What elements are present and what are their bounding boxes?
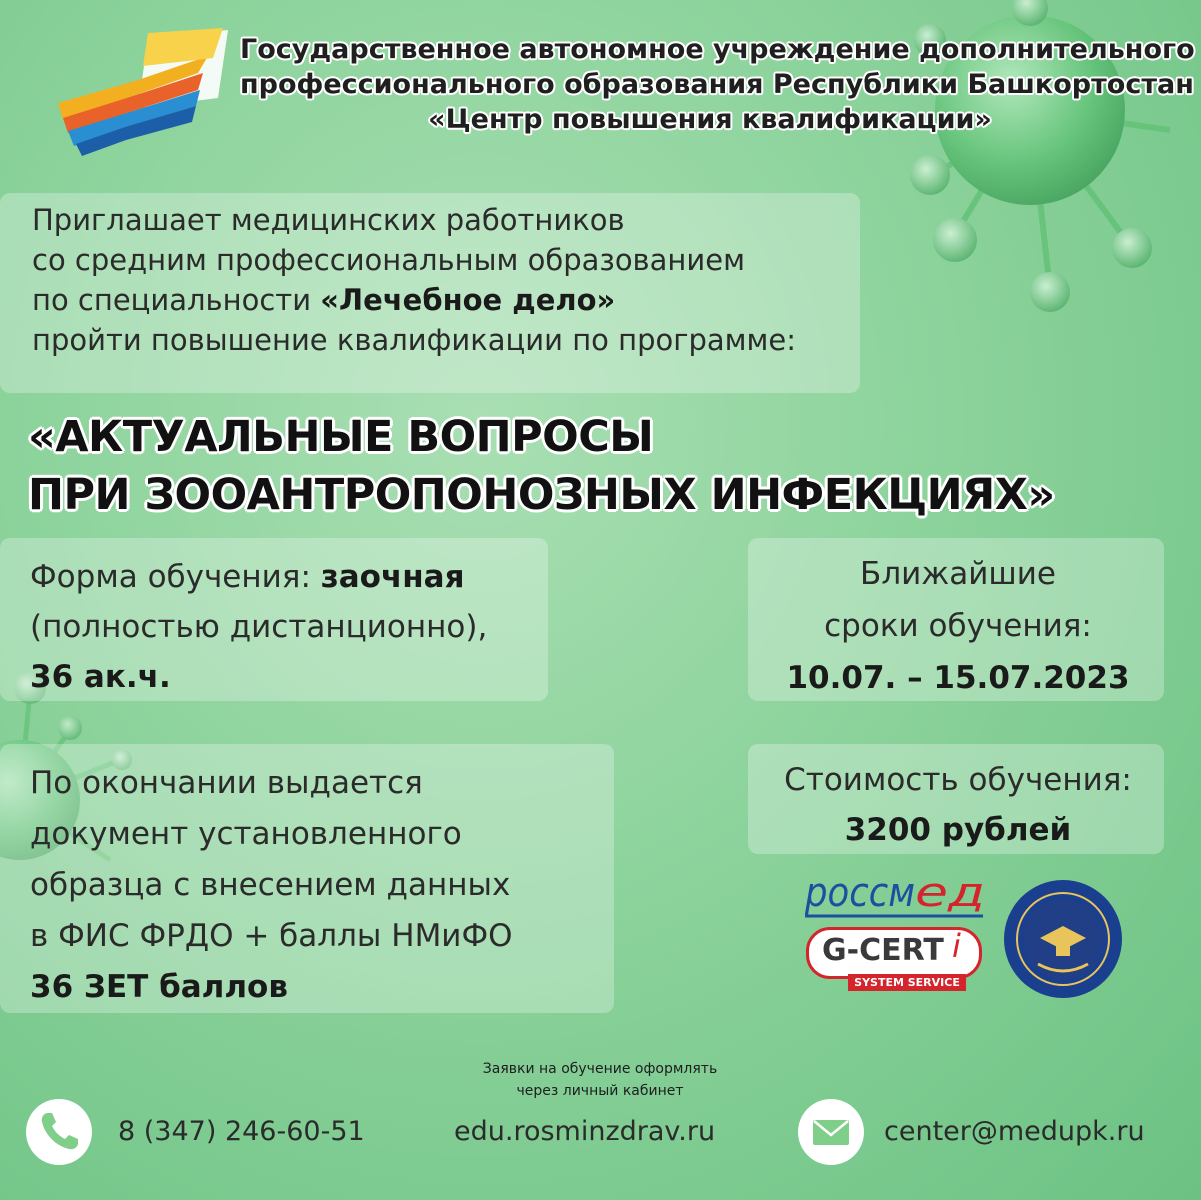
gcert-logo <box>806 927 982 991</box>
study-form-line <box>30 552 487 602</box>
program-title-line-1: «АКТУАЛЬНЫЕ ВОПРОСЫ <box>28 412 654 462</box>
application-note-line-2: через личный кабинет <box>516 1083 684 1099</box>
study-form <box>30 552 487 702</box>
intro-line-3-prefix: по специальности <box>32 283 321 317</box>
certificate-line-4: в ФИС ФРДО + баллы НМиФО <box>30 918 513 954</box>
study-hours: 36 ак.ч. <box>30 659 171 695</box>
certificate-points: 36 ЗЕТ баллов <box>30 969 288 1005</box>
intro-line-2: со средним профессиональным образованием <box>32 243 745 277</box>
study-dates <box>752 548 1164 704</box>
intro-line-4: пройти повышение квалификации по программе: <box>32 323 797 357</box>
rosmed-logo-text-blue: россм <box>804 870 915 916</box>
certificate-line-2: документ установленного <box>30 816 462 852</box>
rosmed-logo <box>803 866 988 922</box>
certificate-line-3: образца с внесением данных <box>30 867 511 903</box>
certificate-line-1: По окончании выдается <box>30 765 423 801</box>
certificate-info <box>30 758 513 1013</box>
application-note-line-1: Заявки на обучение оформлять <box>482 1061 718 1077</box>
program-title-line-2: ПРИ ЗООАНТРОПОНОЗНЫХ ИНФЕКЦИЯХ» <box>28 470 1055 520</box>
header-line-3: «Центр повышения квалификации» <box>428 104 992 135</box>
website-link[interactable]: edu.rosminzdrav.ru <box>454 1116 716 1147</box>
gcert-logo-text: G-CERT <box>822 933 944 968</box>
header-line-1: Государственное автономное учреждение дополнительного <box>240 34 1195 65</box>
dates-range: 10.07. – 15.07.2023 <box>786 660 1130 696</box>
book-logo-icon <box>38 28 238 158</box>
phone-number[interactable]: 8 (347) 246-60-51 <box>118 1116 365 1147</box>
study-form-value: заочная <box>320 559 465 595</box>
gcert-logo-i: i <box>952 927 961 965</box>
organization-header <box>240 32 1195 137</box>
intro-line-3 <box>32 280 796 320</box>
phone-icon <box>26 1099 92 1165</box>
specialty-name: «Лечебное дело» <box>320 283 616 317</box>
intro-line-1: Приглашает медицинских работников <box>32 203 625 237</box>
email-link[interactable]: center@medupk.ru <box>884 1116 1145 1147</box>
study-form-label: Форма обучения: <box>30 559 321 595</box>
dates-line-1: Ближайшие <box>860 556 1056 592</box>
study-cost <box>752 755 1164 855</box>
header-line-2: профессионального образования Республики Башкортостан <box>240 69 1194 100</box>
intro-text <box>32 200 796 360</box>
rosmed-logo-text-red: ед <box>915 870 985 916</box>
application-note <box>440 1058 760 1102</box>
cost-label: Стоимость обучения: <box>784 762 1132 798</box>
mail-icon <box>798 1099 864 1165</box>
obrreestr-seal <box>1002 878 1124 1000</box>
cost-value: 3200 рублей <box>844 812 1072 848</box>
gcert-logo-sub: SYSTEM SERVICE <box>848 974 966 991</box>
dates-line-2: сроки обучения: <box>824 608 1092 644</box>
program-title <box>28 408 1055 524</box>
study-form-detail: (полностью дистанционно), <box>30 609 488 645</box>
